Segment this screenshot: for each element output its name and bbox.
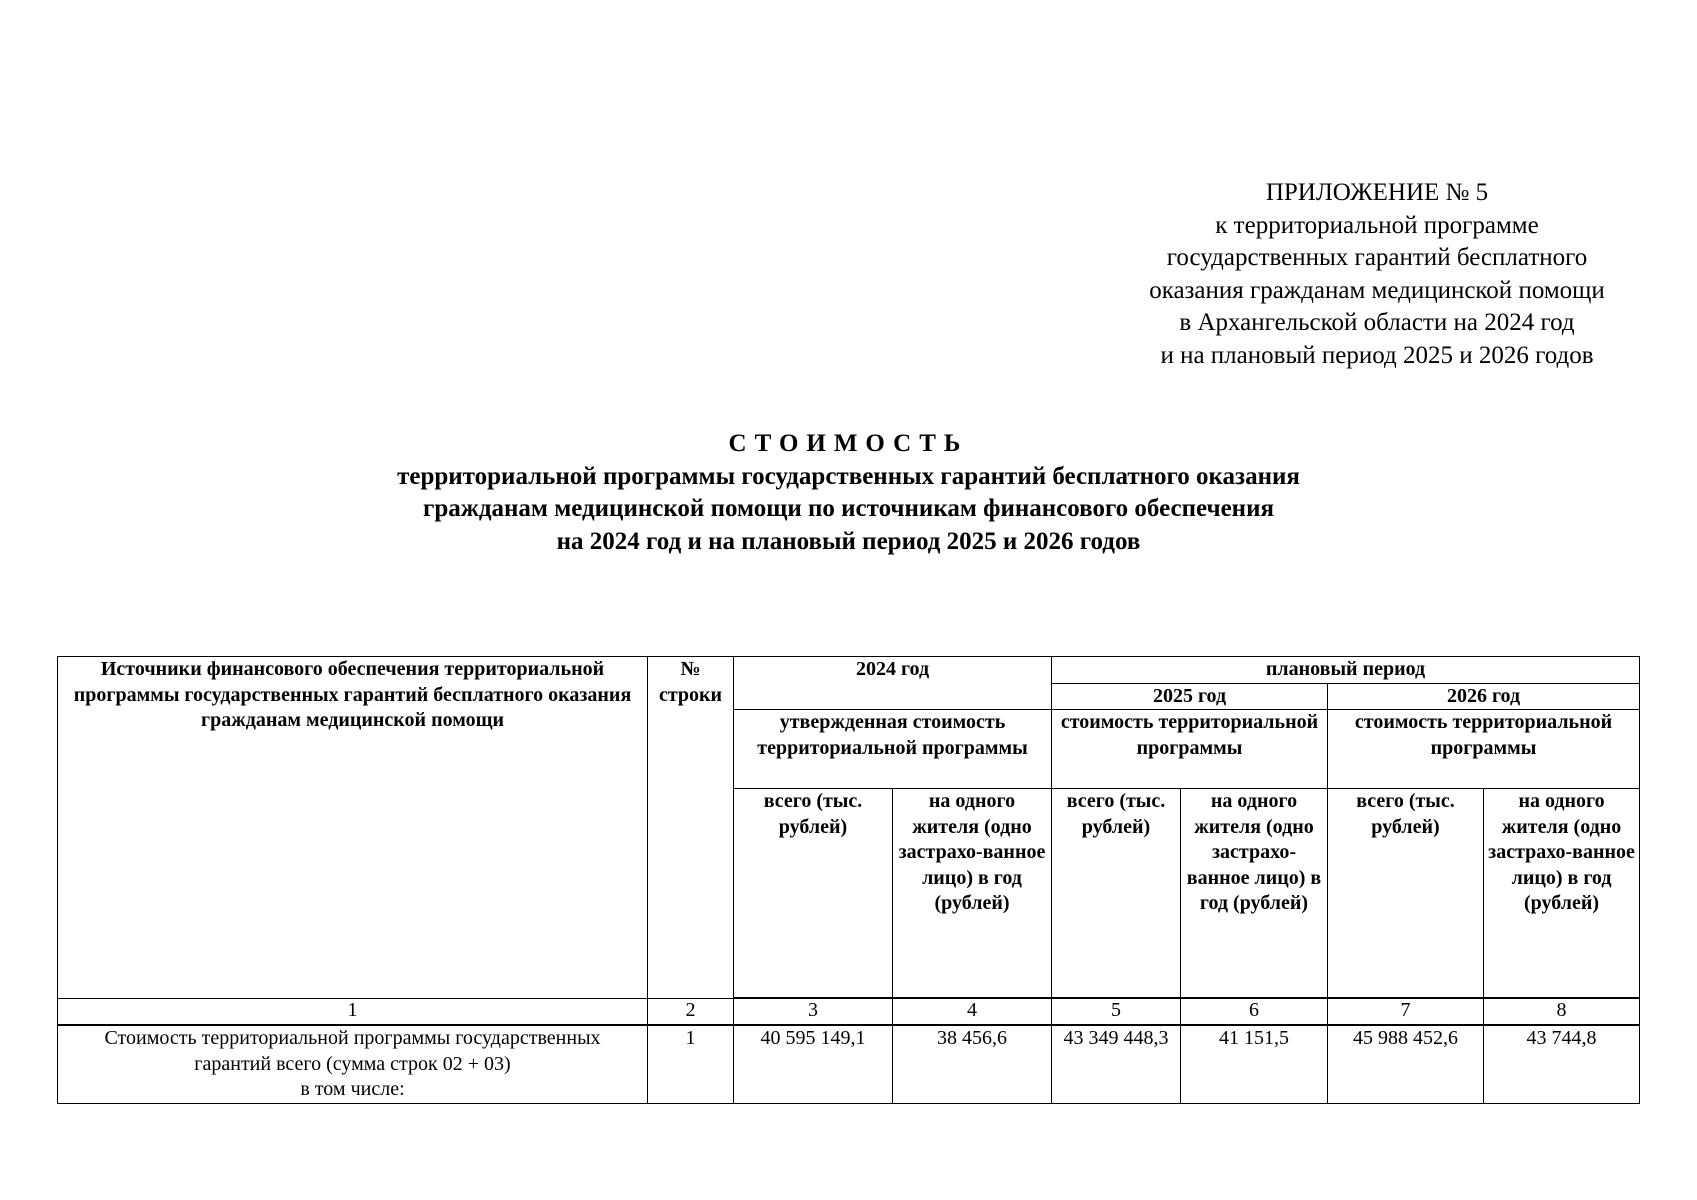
header-total-2025: всего (тыс. рублей) (1052, 789, 1181, 999)
column-number: 3 (734, 998, 893, 1025)
column-numbers-row (58, 998, 1640, 1025)
column-number: 1 (58, 998, 648, 1025)
per-capita-2025: 41 151,5 (1181, 1025, 1328, 1104)
column-number: 8 (1484, 998, 1640, 1025)
per-capita-2026: 43 744,8 (1484, 1025, 1640, 1104)
appendix-number: ПРИЛОЖЕНИЕ № 5 (1265, 179, 1489, 206)
header-cost-2026: стоимость территориальной программы (1328, 710, 1640, 789)
appendix-header (1097, 177, 1657, 372)
header-approved-cost: утвержденная стоимость территориальной программы (734, 710, 1052, 789)
header-year-2024: 2024 год (734, 657, 1052, 710)
appendix-line: оказания гражданам медицинской помощи (1149, 276, 1605, 304)
header-total-2026: всего (тыс. рублей) (1328, 789, 1484, 999)
header-cost-2025: стоимость территориальной программы (1052, 710, 1328, 789)
appendix-line: и на плановый период 2025 и 2026 годов (1160, 341, 1594, 369)
table-row (58, 1025, 1640, 1104)
title-line: гражданам медицинской помощи по источникам финансового обеспечения (422, 495, 1275, 522)
header-source: Источники финансового обеспечения территориальной программы государственных гарантий бесплатного оказания гражданам медицинской помощи (58, 657, 648, 999)
header-row-number: № строки (648, 657, 734, 999)
column-number: 6 (1181, 998, 1328, 1025)
title-heading: СТОИМОСТЬ (728, 430, 969, 457)
header-planned-period: плановый период (1052, 657, 1640, 684)
column-number: 4 (893, 998, 1052, 1025)
header-per-capita-2026: на одного жителя (одно застрахо-ванное лицо) в год (рублей) (1484, 789, 1640, 999)
header-per-capita-2024: на одного жителя (одно застрахо-ванное лицо) в год (рублей) (893, 789, 1052, 999)
title-line: на 2024 год и на плановый период 2025 и 2026 годов (556, 527, 1141, 555)
total-2024: 40 595 149,1 (734, 1025, 893, 1104)
title-line: территориальной программы государственных гарантий бесплатного оказания (397, 462, 1300, 490)
row-label-line: Стоимость территориальной программы государственных (104, 1027, 601, 1049)
column-number: 5 (1052, 998, 1181, 1025)
appendix-line: в Архангельской области на 2024 год (1179, 309, 1575, 336)
header-per-capita-2025: на одного жителя (одно застрахо-ванное лицо) в год (рублей) (1181, 789, 1328, 999)
document-title (0, 428, 1697, 558)
appendix-line: к территориальной программе (1215, 211, 1539, 239)
total-2026: 45 988 452,6 (1328, 1025, 1484, 1104)
header-total-2024: всего (тыс. рублей) (734, 789, 893, 999)
total-2025: 43 349 448,3 (1052, 1025, 1181, 1104)
appendix-line: государственных гарантий бесплатного (1166, 244, 1588, 271)
cost-table (57, 656, 1640, 1104)
column-number: 2 (648, 998, 734, 1025)
row-label (58, 1025, 648, 1104)
row-label-line: гарантий всего (сумма строк 02 + 03) (194, 1052, 511, 1075)
header-year-2025: 2025 год (1052, 683, 1328, 710)
header-row (58, 657, 1640, 684)
row-label-line: в том числе: (300, 1078, 405, 1100)
column-number: 7 (1328, 998, 1484, 1025)
per-capita-2024: 38 456,6 (893, 1025, 1052, 1104)
row-number: 1 (648, 1025, 734, 1104)
header-year-2026: 2026 год (1328, 683, 1640, 710)
